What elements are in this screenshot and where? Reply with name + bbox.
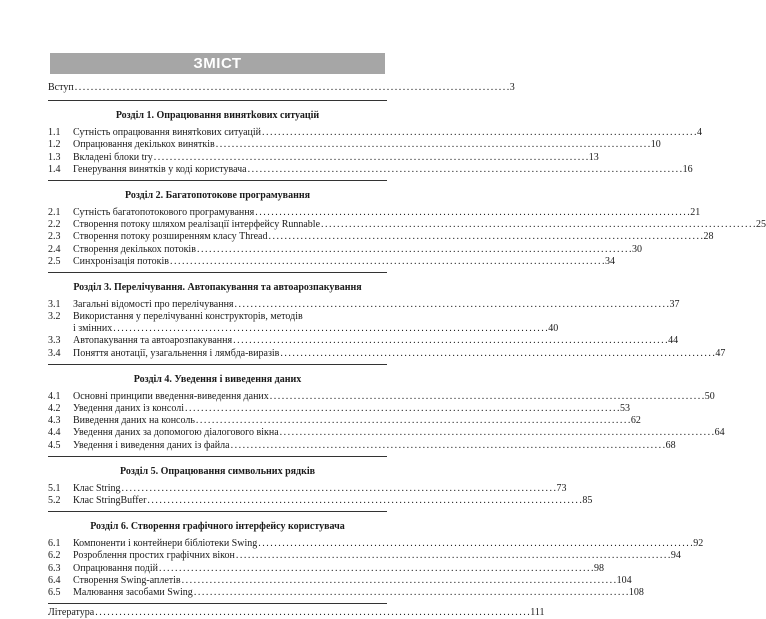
toc-entry-bibliography[interactable]	[48, 607, 545, 619]
leader-dots	[280, 427, 714, 439]
section-heading: Розділ 3. Перелічування. Автопакування та автоарозпакування	[73, 281, 362, 293]
section-heading: Розділ 5. Опрацювання символьних рядків	[119, 465, 316, 477]
leader-dots	[196, 415, 630, 427]
toc-entry[interactable]	[48, 127, 703, 139]
toc-entry-page: 16	[682, 163, 693, 175]
section-heading: Розділ 6. Створення графічного інтерфейсу користувача	[90, 521, 345, 533]
toc-entry-number: 3.1	[48, 298, 61, 310]
toc-entry-page: 85	[582, 494, 593, 506]
toc-entry-number: 1.4	[48, 163, 61, 175]
toc-entry-page: 94	[670, 550, 681, 562]
toc-entry-page: 21	[690, 206, 701, 218]
leader-dots	[197, 244, 631, 256]
toc-entry-title: Сутність опрацювання винятkових ситуацій	[73, 127, 262, 139]
toc-entry-number: 5.1	[48, 482, 61, 494]
leader-dots	[159, 563, 593, 575]
toc-entry-title: Створення Swing-аплетів	[73, 574, 181, 586]
toc-entry-page: 111	[530, 607, 545, 619]
toc-entry-title: Уведення даних за допомогою діалогового вікна	[73, 427, 279, 439]
toc-entry[interactable]	[48, 482, 567, 495]
toc-entry-page: 3	[509, 82, 515, 93]
toc-entry-number: 2.3	[48, 231, 61, 243]
toc-entry-page: 50	[704, 390, 715, 402]
toc-entry-page: 62	[630, 415, 641, 427]
toc-entry-title: Уведення і виведення даних із файла	[73, 439, 230, 451]
toc-entry-page: 44	[668, 335, 679, 347]
toc-entry-number: 2.1	[48, 206, 61, 218]
toc-entry-title: Вкладені блоки try	[73, 151, 153, 163]
toc-entry-number: 6.2	[48, 550, 61, 562]
toc-entry-title: Література	[48, 607, 95, 619]
leader-dots	[95, 607, 529, 619]
toc-entry-page: 28	[703, 231, 714, 243]
toc-entry-title: Вступ	[48, 82, 74, 93]
toc-entry-page: 34	[604, 255, 615, 267]
toc-entry[interactable]	[48, 403, 630, 415]
toc-entry-title: Клас String	[73, 482, 121, 494]
leader-dots	[231, 440, 665, 452]
toc-entry[interactable]	[48, 550, 681, 562]
toc-entry-title: Уведення даних із консолі	[73, 403, 184, 414]
toc-entry-page: 47	[715, 347, 726, 359]
toc-entry-page: 104	[616, 574, 632, 586]
toc-entry-number: 3.3	[48, 335, 61, 347]
leader-dots	[233, 335, 667, 347]
toc-entry-title: Компоненти і контейнери бібліотеки Swing	[73, 538, 258, 550]
toc-sections	[48, 110, 766, 599]
toc-entry-number: 2.4	[48, 243, 61, 255]
toc-entry-number: 6.3	[48, 562, 61, 574]
toc-entry-page: 68	[665, 439, 676, 451]
toc-entry-page: 73	[556, 482, 567, 494]
toc-entry-title: Загальні відомості про перелічування	[73, 298, 234, 310]
leader-dots	[185, 403, 619, 415]
toc-entry-title-continued: і змінних	[73, 323, 113, 335]
toc-entry[interactable]	[48, 494, 593, 507]
toc-entry[interactable]	[48, 439, 676, 452]
toc-entry[interactable]	[48, 139, 661, 151]
toc-entry-page: 30	[631, 243, 642, 255]
toc-entry-title: Поняття анотації, узагальнення і лямбда-виразів	[73, 347, 280, 359]
toc-entry-number: 4.1	[48, 390, 61, 402]
leader-dots	[258, 538, 692, 550]
leader-dots	[194, 587, 628, 599]
toc-entry-page: 40	[548, 323, 559, 335]
leader-dots	[236, 550, 670, 562]
toc-entry-number: 4.3	[48, 415, 61, 427]
toc-entry-title: Основні принципи введення-виведення даних	[73, 390, 269, 402]
toc-entry-title: Опрацювання подій	[73, 562, 158, 574]
toc-entry-title: Опрацювання декількох винятків	[73, 139, 215, 151]
toc-entry-page: 64	[714, 427, 725, 439]
toc-entry-page: 92	[693, 538, 704, 550]
toc-entry-page: 4	[697, 127, 703, 139]
toc-entry-title: Виведення даних на консоль	[73, 415, 195, 427]
leader-dots	[170, 256, 604, 268]
toc-entry-number: 4.4	[48, 427, 61, 439]
toc-entry[interactable]	[48, 298, 680, 311]
divider	[48, 272, 387, 273]
toc-entry-title: Генерування винятків у коді користувача	[73, 163, 247, 175]
leader-dots	[147, 495, 581, 507]
leader-dots	[75, 82, 509, 94]
toc-entry[interactable]	[48, 255, 615, 268]
divider	[48, 364, 387, 365]
toc-entry[interactable]	[48, 562, 604, 575]
divider	[48, 603, 387, 604]
toc-entry-number: 4.2	[48, 403, 61, 414]
leader-dots	[268, 231, 702, 243]
toc-entry-title: Розроблення простих графічних вікон	[73, 550, 235, 562]
divider	[48, 511, 387, 512]
toc-entry-number: 6.5	[48, 586, 61, 598]
toc-entry[interactable]	[48, 335, 679, 347]
toc-entry-continuation[interactable]	[48, 323, 559, 335]
toc-entry-number: 6.1	[48, 538, 61, 550]
toc-entry[interactable]	[48, 243, 642, 256]
toc-entry-number: 2.2	[48, 219, 61, 231]
toc-entry-page: 98	[593, 562, 604, 574]
leader-dots	[321, 219, 755, 231]
toc-entry-title: Сутність багатопотокового програмування	[73, 206, 255, 218]
toc-entry[interactable]	[48, 219, 766, 231]
toc-entry[interactable]	[48, 390, 715, 403]
toc-entry[interactable]	[48, 574, 632, 587]
toc-entry[interactable]	[48, 151, 599, 164]
toc-entry-page: 53	[620, 403, 630, 414]
table-of-contents	[48, 82, 766, 619]
toc-entry[interactable]	[48, 347, 726, 360]
leader-dots	[255, 207, 689, 219]
toc-entry-title: Створення потоку шляхом реалізації інтерфейсу Runnable	[73, 219, 321, 231]
toc-entry-number: 4.5	[48, 439, 61, 451]
leader-dots	[154, 152, 588, 164]
toc-entry-page: 13	[588, 151, 599, 163]
toc-entry-number: 2.5	[48, 255, 61, 267]
leader-dots	[113, 323, 547, 335]
toc-entry[interactable]	[48, 311, 387, 323]
leader-dots	[122, 483, 556, 495]
toc-entry-page: 108	[628, 586, 644, 598]
section-heading: Розділ 1. Опрацювання винятkових ситуацій	[115, 110, 320, 122]
toc-entry-number: 3.2	[48, 311, 61, 323]
toc-entry-title: Клас StringBuffer	[73, 494, 147, 506]
leader-dots	[235, 299, 669, 311]
toc-heading: ЗМІСТ	[50, 53, 385, 74]
leader-dots	[262, 127, 696, 139]
toc-entry-intro[interactable]	[48, 82, 515, 94]
toc-entry-number: 1.3	[48, 151, 61, 163]
toc-entry-page: 25	[756, 219, 766, 231]
toc-entry-number: 5.2	[48, 494, 61, 506]
toc-entry-title: Створення потоку розширенням класу Thread	[73, 231, 268, 243]
toc-entry[interactable]	[48, 163, 693, 176]
toc-entry-page: 37	[669, 298, 680, 310]
toc-entry[interactable]	[48, 538, 704, 550]
leader-dots	[280, 348, 714, 360]
toc-entry[interactable]	[48, 586, 644, 599]
toc-entry[interactable]	[48, 231, 714, 243]
toc-entry-number: 1.2	[48, 139, 61, 151]
section-heading: Розділ 4. Уведення і виведення даних	[133, 373, 302, 385]
toc-entry[interactable]	[48, 415, 641, 427]
toc-entry-number: 1.1	[48, 127, 61, 139]
toc-entry-number: 6.4	[48, 574, 61, 586]
divider	[48, 180, 387, 181]
leader-dots	[216, 139, 650, 151]
toc-entry-title: Синхронізація потоків	[73, 255, 169, 267]
leader-dots	[182, 575, 616, 587]
leader-dots	[270, 391, 704, 403]
toc-entry-page: 10	[650, 139, 661, 151]
toc-entry[interactable]	[48, 206, 701, 219]
toc-entry-number: 3.4	[48, 347, 61, 359]
toc-entry-title: Використання у перелічуванні конструкторів, методів	[73, 311, 303, 323]
leader-dots	[248, 164, 682, 176]
section-heading: Розділ 2. Багатопотокове програмування	[124, 189, 311, 201]
divider	[48, 100, 387, 101]
toc-entry-title: Автопакування та автоарозпакування	[73, 335, 233, 347]
divider	[48, 456, 387, 457]
toc-entry[interactable]	[48, 427, 725, 439]
toc-entry-title: Створення декількох потоків	[73, 243, 196, 255]
toc-entry-title: Малювання засобами Swing	[73, 586, 193, 598]
